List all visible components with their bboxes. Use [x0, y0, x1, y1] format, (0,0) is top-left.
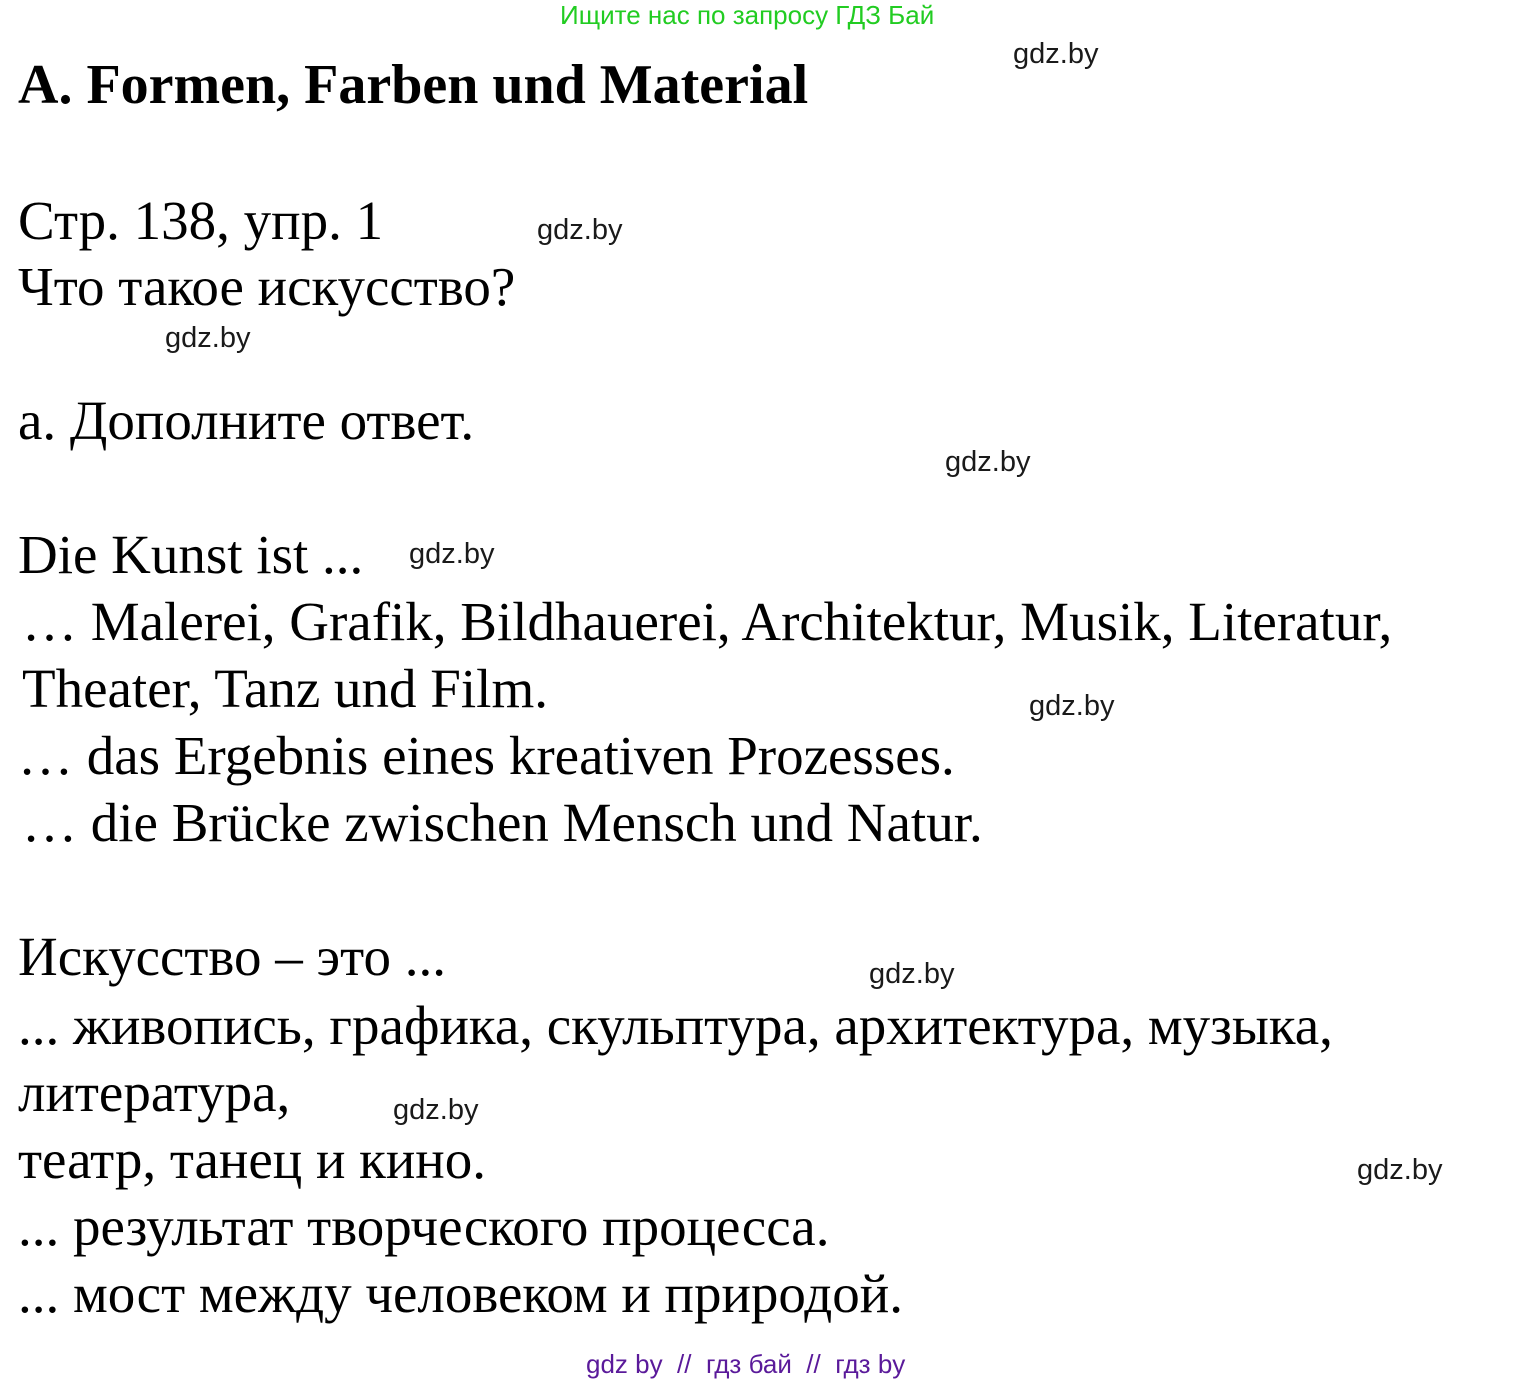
watermark: gdz.by [1357, 1154, 1443, 1186]
watermark: gdz.by [393, 1094, 479, 1126]
top-banner: Ищите нас по запросу ГДЗ Бай [560, 0, 935, 30]
exercise-question: Что такое искусство? [18, 256, 516, 317]
german-line-4: … die Brücke zwischen Mensch und Natur. [22, 792, 983, 853]
russian-line-4: ... результат творческого процесса. [18, 1196, 830, 1257]
german-line-1: … Malerei, Grafik, Bildhauerei, Architektur, Musik, Literatur, [22, 591, 1393, 652]
watermark: gdz.by [869, 958, 955, 990]
russian-line-1: ... живопись, графика, скульптура, архитектура, музыка, [18, 995, 1333, 1056]
watermark: gdz.by [1013, 38, 1099, 70]
russian-line-2: литература, [18, 1062, 291, 1123]
german-line-2: Theater, Tanz und Film. [22, 658, 548, 719]
german-intro: Die Kunst ist ... [18, 524, 364, 585]
russian-line-5: ... мост между человеком и природой. [18, 1263, 903, 1324]
exercise-ref: Стр. 138, упр. 1 [18, 190, 384, 251]
watermark: gdz.by [1029, 690, 1115, 722]
russian-line-3: театр, танец и кино. [18, 1129, 486, 1190]
german-line-3: … das Ergebnis eines kreativen Prozesses. [18, 725, 955, 786]
russian-intro: Искусство – это ... [18, 926, 446, 987]
watermark: gdz.by [537, 214, 623, 246]
watermark: gdz.by [409, 538, 495, 570]
bottom-banner: gdz by // гдз бай // гдз by [586, 1349, 906, 1379]
watermark: gdz.by [165, 322, 251, 354]
exercise-task: a. Дополните ответ. [18, 390, 475, 451]
watermark: gdz.by [945, 446, 1031, 478]
page-title: A. Formen, Farben und Material [18, 54, 809, 116]
